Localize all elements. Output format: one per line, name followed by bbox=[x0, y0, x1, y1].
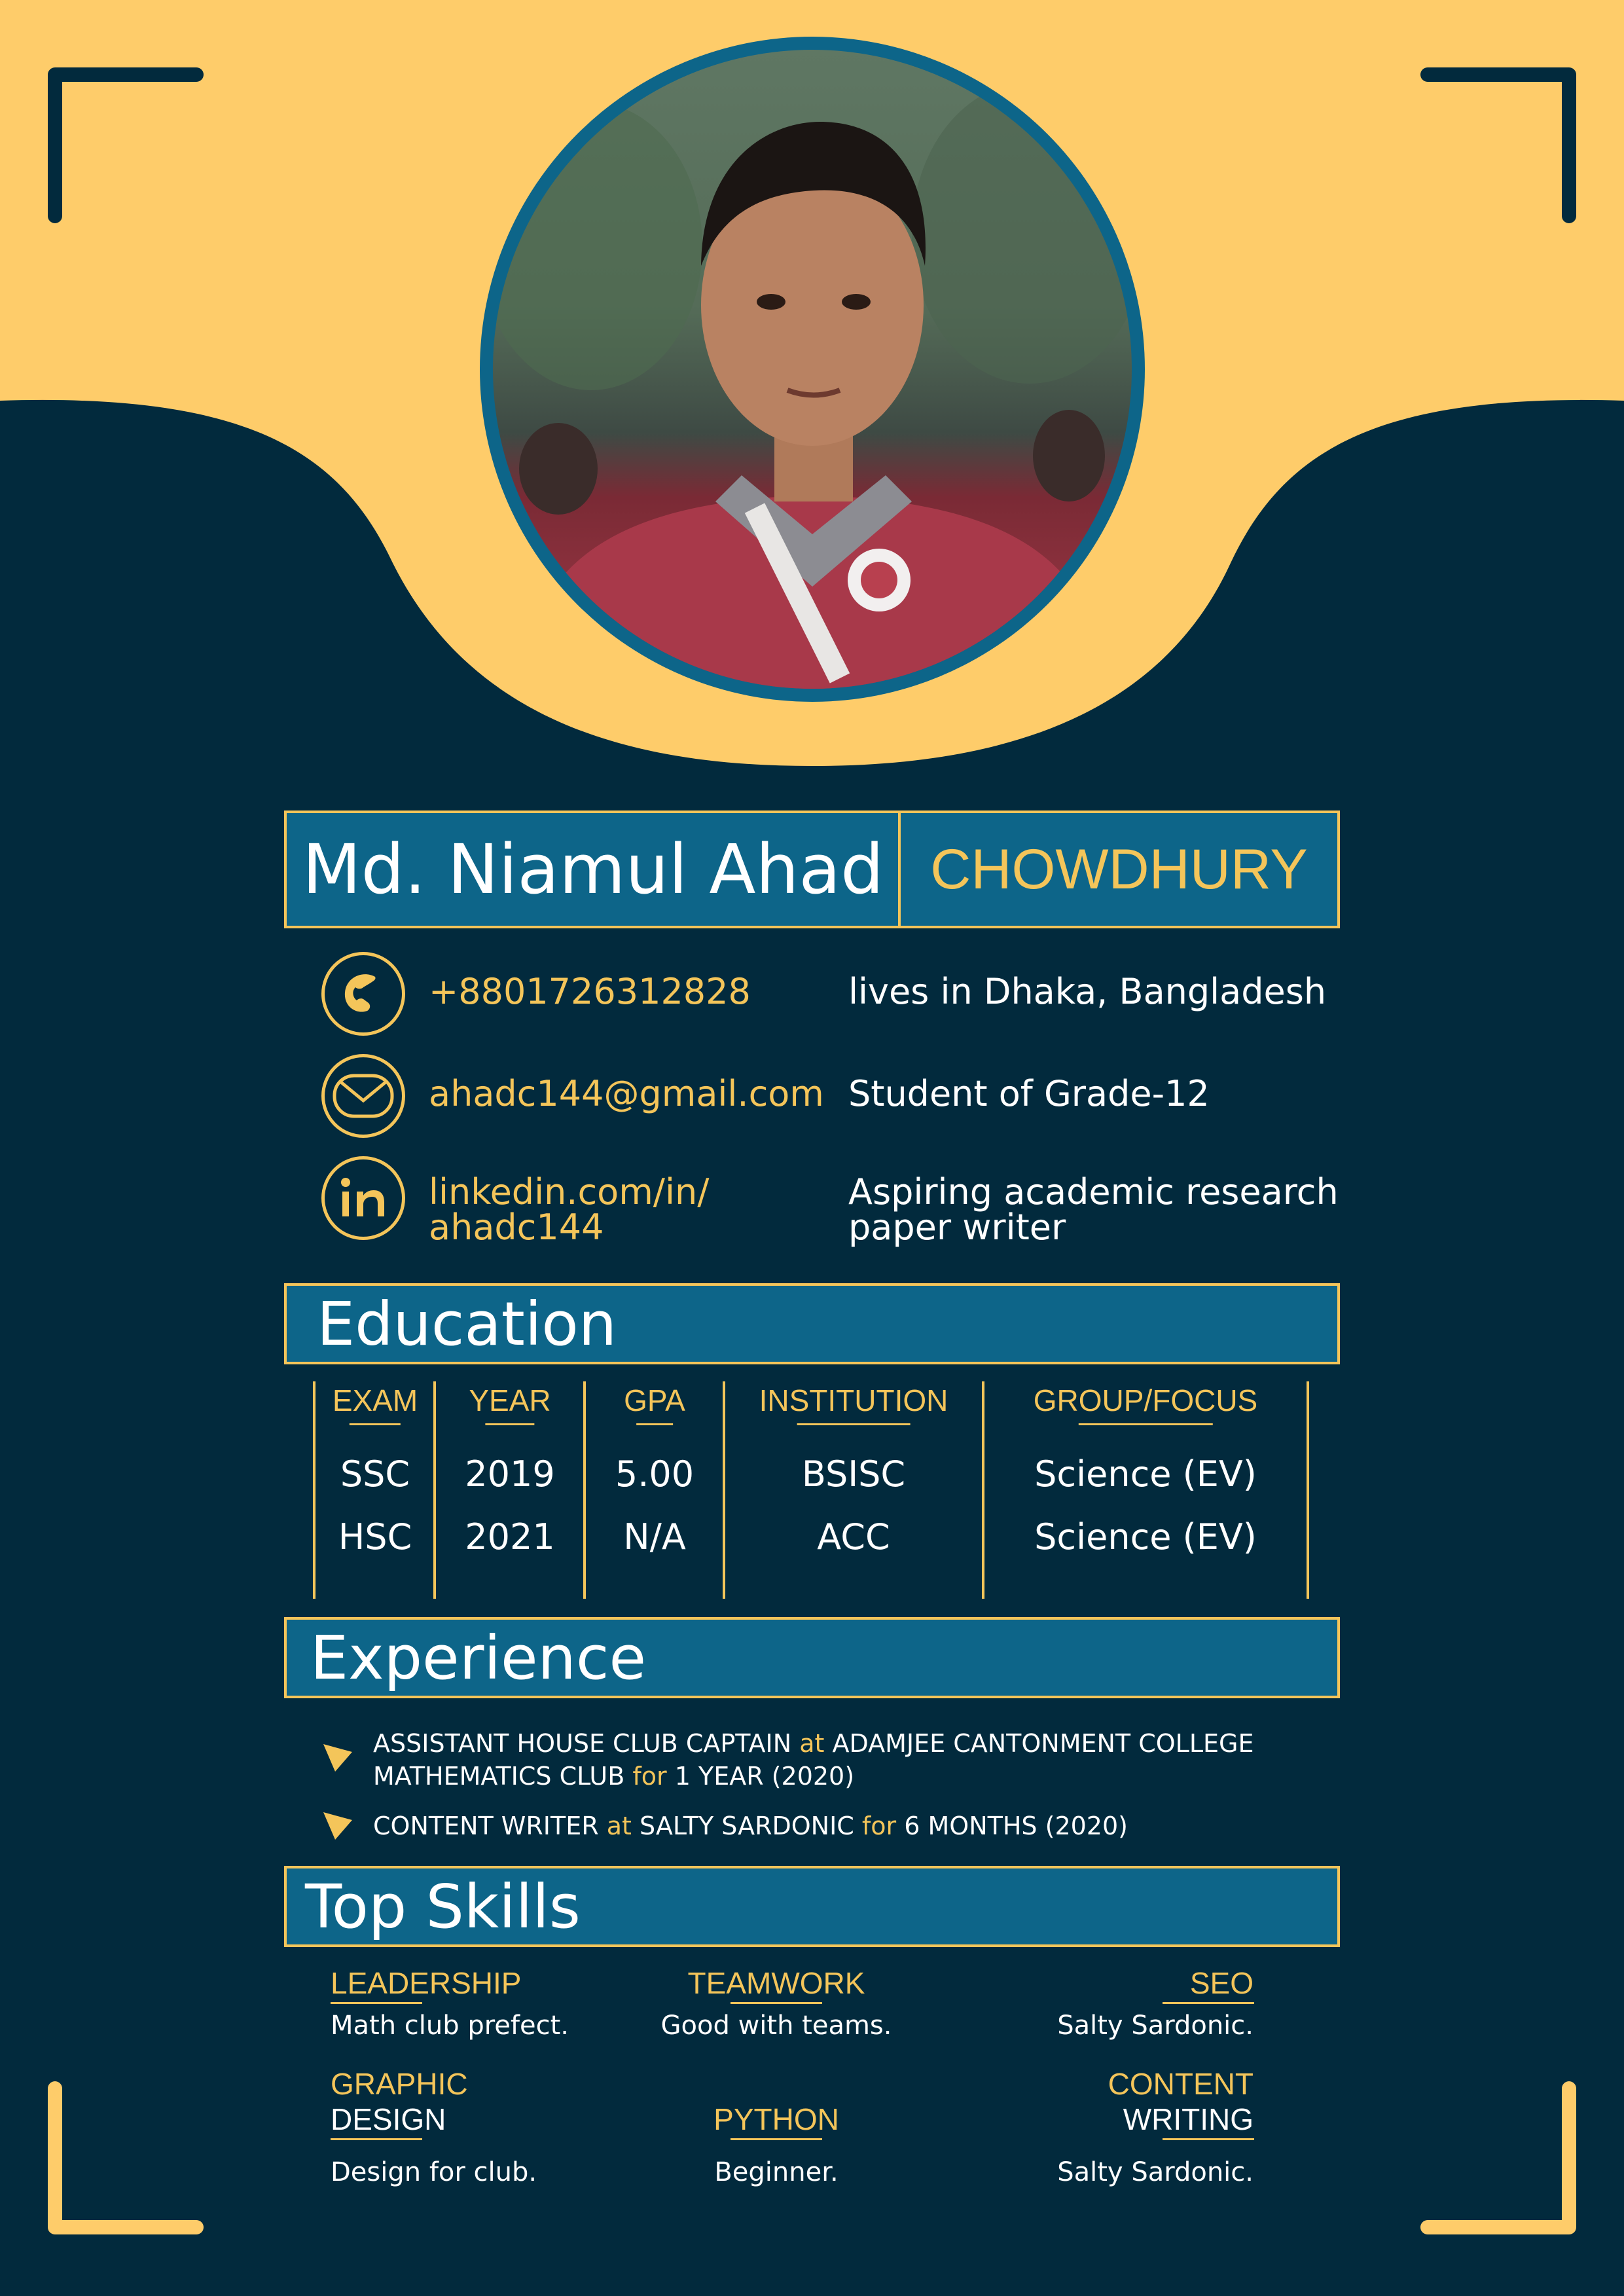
education-column-divider bbox=[1307, 1381, 1309, 1599]
skill-title-line2: WRITING bbox=[1123, 2102, 1254, 2136]
education-cell: 5.00 bbox=[615, 1453, 695, 1495]
education-cell: Science (EV) bbox=[1034, 1516, 1257, 1558]
experience-org: SALTY SARDONIC bbox=[640, 1812, 854, 1840]
linkedin-url-line2: ahadc144 bbox=[429, 1207, 604, 1248]
education-column-divider bbox=[583, 1381, 586, 1599]
skills-section-bar bbox=[284, 1866, 1340, 1947]
linkedin-url[interactable] bbox=[429, 1171, 710, 1248]
education-header-gpa: GPA bbox=[624, 1383, 685, 1425]
education-cell: ACC bbox=[817, 1516, 890, 1558]
phone-icon bbox=[321, 952, 405, 1036]
experience-org: ADAMJEE CANTONMENT COLLEGE bbox=[832, 1729, 1254, 1758]
mail-icon bbox=[321, 1054, 405, 1138]
phone-number[interactable]: +8801726312828 bbox=[429, 971, 751, 1012]
status-text: Student of Grade-12 bbox=[848, 1073, 1210, 1114]
education-header-exam: EXAM bbox=[333, 1383, 418, 1425]
skill-title-line2: DESIGN bbox=[331, 2102, 446, 2136]
skill-underline bbox=[1163, 2002, 1254, 2004]
skill-underline bbox=[731, 2002, 822, 2004]
education-column-divider bbox=[723, 1381, 725, 1599]
experience-at: at bbox=[799, 1729, 825, 1758]
experience-duration: 1 YEAR (2020) bbox=[674, 1762, 855, 1791]
education-cell: BSISC bbox=[801, 1453, 906, 1495]
education-title: Education bbox=[317, 1288, 617, 1359]
email-address[interactable]: ahadc144@gmail.com bbox=[429, 1073, 824, 1114]
profile-photo bbox=[493, 50, 1132, 689]
education-column-divider bbox=[313, 1381, 316, 1599]
skill-title-python: PYTHON bbox=[713, 2102, 839, 2136]
skill-title-teamwork: TEAMWORK bbox=[687, 1966, 865, 2000]
experience-item-1-line2 bbox=[373, 1760, 854, 1793]
education-cell: Science (EV) bbox=[1034, 1453, 1257, 1495]
experience-for: for bbox=[861, 1812, 897, 1840]
experience-section-bar bbox=[284, 1617, 1340, 1698]
first-name: Md. Niamul Ahad bbox=[302, 829, 884, 909]
skills-title: Top Skills bbox=[305, 1871, 581, 1942]
education-cell: HSC bbox=[338, 1516, 412, 1558]
education-column-divider bbox=[433, 1381, 436, 1599]
skill-title-leadership: LEADERSHIP bbox=[331, 1966, 522, 2000]
skill-underline bbox=[731, 2138, 822, 2140]
education-header-group: GROUP/FOCUS bbox=[1034, 1383, 1257, 1425]
skill-desc-content-writing: Salty Sardonic. bbox=[1057, 2157, 1254, 2187]
experience-role: ASSISTANT HOUSE CLUB CAPTAIN bbox=[373, 1729, 792, 1758]
experience-org: MATHEMATICS CLUB bbox=[373, 1762, 625, 1791]
skill-underline bbox=[331, 2002, 422, 2004]
education-section-bar bbox=[284, 1283, 1340, 1364]
education-cell: N/A bbox=[623, 1516, 686, 1558]
skill-title-line1: CONTENT bbox=[1108, 2067, 1254, 2101]
education-cell: 2019 bbox=[465, 1453, 555, 1495]
corner-bracket-bottom-left bbox=[55, 2088, 196, 2227]
location-text: lives in Dhaka, Bangladesh bbox=[848, 971, 1327, 1012]
skill-desc-python: Beginner. bbox=[714, 2157, 839, 2187]
experience-item-1-line1 bbox=[373, 1727, 1254, 1760]
skill-desc-graphic-design: Design for club. bbox=[331, 2157, 537, 2187]
skill-title-line1: GRAPHIC bbox=[331, 2067, 468, 2101]
name-banner bbox=[284, 811, 1340, 928]
aspiration-text bbox=[848, 1171, 1339, 1248]
skill-title-seo: SEO bbox=[1189, 1966, 1254, 2000]
education-cell: SSC bbox=[340, 1453, 410, 1495]
education-cell: 2021 bbox=[465, 1516, 555, 1558]
education-column-divider bbox=[982, 1381, 984, 1599]
skill-underline bbox=[331, 2138, 422, 2140]
experience-at: at bbox=[606, 1812, 632, 1840]
skill-underline bbox=[1163, 2138, 1254, 2140]
experience-duration: 6 MONTHS (2020) bbox=[904, 1812, 1128, 1840]
linkedin-icon bbox=[321, 1156, 405, 1240]
portrait-illustration bbox=[493, 50, 1132, 689]
skill-title-graphic-design bbox=[331, 2066, 468, 2137]
skill-desc-seo: Salty Sardonic. bbox=[1057, 2011, 1254, 2041]
experience-title: Experience bbox=[310, 1622, 647, 1693]
aspiration-line2: paper writer bbox=[848, 1207, 1066, 1248]
last-name: CHOWDHURY bbox=[930, 837, 1308, 901]
linkedin-url-line1: linkedin.com/in/ bbox=[429, 1171, 710, 1212]
skill-title-content-writing bbox=[1108, 2066, 1254, 2137]
aspiration-line1: Aspiring academic research bbox=[848, 1171, 1339, 1212]
education-header-institution: INSTITUTION bbox=[759, 1383, 948, 1425]
profile-photo-frame bbox=[480, 37, 1145, 702]
bullet-arrow-icon bbox=[322, 1741, 353, 1773]
skill-desc-teamwork: Good with teams. bbox=[660, 2011, 892, 2041]
bullet-arrow-icon bbox=[322, 1810, 353, 1841]
education-header-year: YEAR bbox=[469, 1383, 550, 1425]
skill-desc-leadership: Math club prefect. bbox=[331, 2011, 569, 2041]
experience-for: for bbox=[632, 1762, 667, 1791]
experience-role: CONTENT WRITER bbox=[373, 1812, 599, 1840]
experience-item-2-line1 bbox=[373, 1810, 1128, 1842]
corner-bracket-bottom-right bbox=[1428, 2088, 1569, 2227]
